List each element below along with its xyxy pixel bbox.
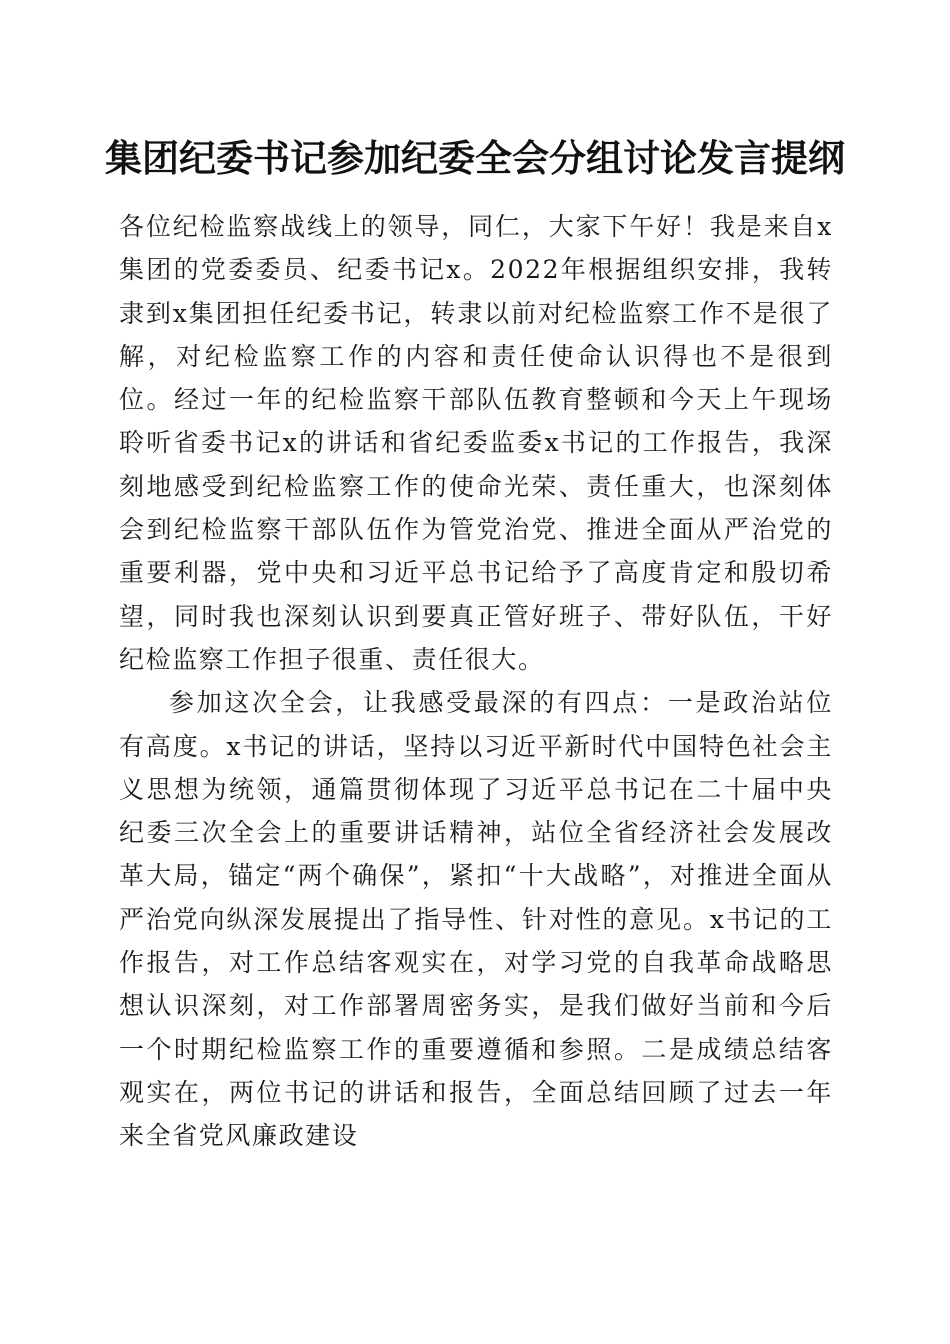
- paragraph-2: 参加这次全会，让我感受最深的有四点：一是政治站位有高度。x书记的讲话，坚持以习近平新时代中国特色社会主义思想为统领，通篇贯彻体现了习近平总书记在二十届中央纪委三次全会上的重要讲话精神，站位全省经济社会发展改革大局，锚定“两个确保”，紧扣“十大战略”，对推进全面从严治党向纵深发展提出了指导性、针对性的意见。x书记的工作报告，对工作总结客观实在，对学习党的自我革命战略思想认识深刻，对工作部署周密务实，是我们做好当前和今后一个时期纪检监察工作的重要遵循和参照。二是成绩总结客观实在，两位书记的讲话和报告，全面总结回顾了过去一年来全省党风廉政建设: [119, 688, 833, 1151]
- document-body: [119, 205, 833, 1158]
- document-title: 集团纪委书记参加纪委全会分组讨论发言提纲: [105, 136, 845, 180]
- paragraph-1: 各位纪检监察战线上的领导，同仁，大家下午好！我是来自x集团的党委委员、纪委书记x。2022年根据组织安排，我转隶到x集团担任纪委书记，转隶以前对纪检监察工作不是很了解，对纪检监察工作的内容和责任使命认识得也不是很到位。经过一年的纪检监察干部队伍教育整顿和今天上午现场聆听省委书记x的讲话和省纪委监委x书记的工作报告，我深刻地感受到纪检监察工作的使命光荣、责任重大，也深刻体会到纪检监察干部队伍作为管党治党、推进全面从严治党的重要利器，党中央和习近平总书记给予了高度肯定和殷切希望，同时我也深刻认识到要真正管好班子、带好队伍，干好纪检监察工作担子很重、责任很大。: [119, 212, 833, 674]
